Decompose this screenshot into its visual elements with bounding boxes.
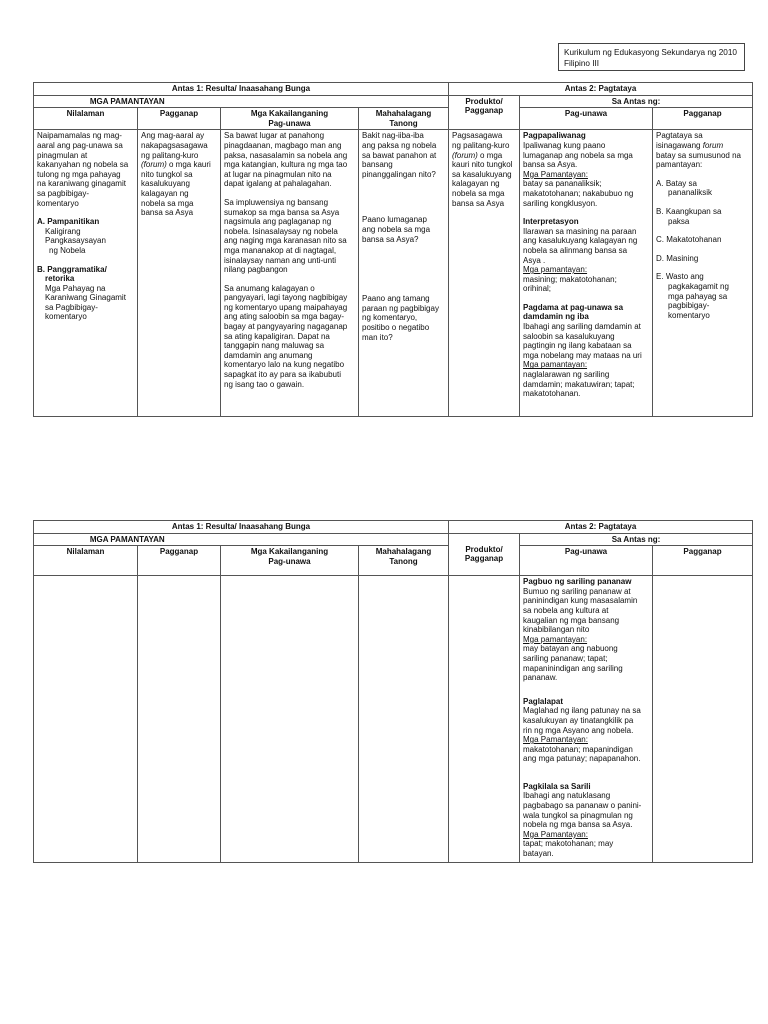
col-pagganap-2a: Pagganap xyxy=(138,546,221,576)
pagganap-cell-2 xyxy=(138,576,221,863)
col-mahahalagang-tanong: Mahahalagang Tanong xyxy=(359,108,449,130)
produkto-cell: Pagsasagawa ng palitang-kuro (forum) o mga kauri nito tungkol sa kasalukuyang kalagayan ng nobela sa mga bansa sa Asya xyxy=(449,130,520,417)
pampanitikan-heading: A. Pampanitikan xyxy=(37,217,100,227)
produkto-header: Produkto/ Pagganap xyxy=(449,95,520,130)
criterion-d: D. Masining xyxy=(656,253,699,263)
tanong-cell-2 xyxy=(359,576,449,863)
curriculum-table-2 xyxy=(33,520,753,863)
col-pag-unawa-2: Pag-unawa xyxy=(520,546,653,576)
pagganap-2-cell: Pagtataya sa isinagawang forum batay sa sumusunod na pamantayan: A. Batay sa pananaliksik B. Kaangkupan sa paksa C. Makatotohanan D. Masining E. Wasto ang pagkakagamit ng mga pahayag sa pagbibigay- komentaryo xyxy=(653,130,753,417)
pagdama-heading: Pagdama at pag-unawa sa xyxy=(523,302,624,312)
pagganap-2-cell-2 xyxy=(653,576,753,863)
col-nilalaman: Nilalaman xyxy=(34,108,138,130)
col-mahahalagang-tanong-2: Mahahalagang Tanong xyxy=(359,546,449,576)
mga-pamantayan-header-2: MGA PAMANTAYAN xyxy=(34,533,221,546)
kakailanganing-cell-2 xyxy=(221,576,359,863)
col-kakailanganing-2: Mga Kakailanganing Pag-unawa xyxy=(221,546,359,576)
kakailanganing-cell: Sa bawat lugar at panahong pinagdaanan, magbago man ang paksa, nasasalamin sa nobela ang mga katangian, kultura ng mga tao at lugar na pinagmulan nito na dapat igalang at pahalagahan. Sa impluwensiya ng bansang sumakop sa mga bansa sa Asya nagsimula ang paglaganap ng nobela. Isinasalaysay ng nobela ang naging mga karanasan nito sa mga mananakop at di nagtagal, isinalaysay naman ang unti-unti nilang pagbangon Sa anumang kalagayan o pangyayari, lagi tayong nagbibigay ng komentaryo upang maipahayag ang ating saloobin sa mga bagay- bagay at pangyayaring nagaganap sa ating kapaligiran. Dapat na tanggapin nang maluwag sa damdamin ang anumang komentaryo lalo na kung negatibo sapagkat ito ay para sa ikabubuti ng isang tao o gawain. xyxy=(221,130,359,417)
col-pagganap: Pagganap xyxy=(138,108,221,130)
col-pagganap-2: Pagganap xyxy=(653,108,753,130)
produkto-header-2: Produkto/ Pagganap xyxy=(449,533,520,576)
pagganap-cell: Ang mag-aaral ay nakapagsasagawa ng palitang-kuro (forum) o mga kauri nito tungkol sa kasalukuyang kalagayan ng nobela sa mga bansa sa Asya xyxy=(138,130,221,417)
tanong-cell: Bakit nag-iiba-iba ang paksa ng nobela sa bawat panahon at bansang pinanggalingan nito? Paano lumaganap ang nobela sa mga bansa sa Asya? Paano ang tamang paraan ng pagbibigay ng komentaryo, positibo o negatibo man ito? xyxy=(359,130,449,417)
interpretasyon-heading: Interpretasyon xyxy=(523,217,579,227)
col-pag-unawa: Pag-unawa xyxy=(520,108,653,130)
pag-unawa-cell: Pagpapaliwanag Ipaliwanag kung paano lumaganap ang nobela sa mga bansa sa Asya. Mga Pamantayan: batay sa pananaliksik; makatotohanan; nakabubuo ng sariling kongklusyon. Interpretasyon Ilarawan sa masining na paraan ang kasalukuyang kalagayan ng nobela sa alinmang bansa sa Asya . Mga pamantayan: masining; makatotohanan; orihinal; Pagdama at pag-unawa sa damdamin ng iba Ibahagi ang sariling damdamin at saloobin sa kasalukuyang pagtingin ng ilang kabataan sa mga nobelang may mataas na uri Mga pamantayan: naglalarawan ng sariling damdamin; makatuwiran; tapat; makatotohanan. xyxy=(520,130,653,417)
nilalaman-cell-2 xyxy=(34,576,138,863)
col-nilalaman-2: Nilalaman xyxy=(34,546,138,576)
criterion-a: A. Batay sa xyxy=(656,178,697,188)
header-title: Kurikulum ng Edukasyong Sekundarya ng 2010 xyxy=(564,48,737,57)
panggramatika-heading: B. Panggramatika/ xyxy=(37,264,107,274)
curriculum-table-1 xyxy=(33,82,753,417)
col-kakailanganing: Mga Kakailanganing Pag-unawa xyxy=(221,108,359,130)
criterion-b: B. Kaangkupan sa xyxy=(656,206,722,216)
produkto-cell-2 xyxy=(449,576,520,863)
criterion-e: E. Wasto ang xyxy=(656,272,704,282)
sa-antas-header: Sa Antas ng: xyxy=(520,95,753,108)
document-header xyxy=(558,43,745,71)
antas2-header: Antas 2: Pagtataya xyxy=(449,83,753,96)
antas2-header-2: Antas 2: Pagtataya xyxy=(449,521,753,534)
antas1-header-2: Antas 1: Resulta/ Inaasahang Bunga xyxy=(34,521,449,534)
pag-unawa-cell-2: Pagbuo ng sariling pananaw Bumuo ng sariling pananaw at paninindigan kung masasalamin sa nobela ang kultura at kaugalian ng mga bansang kinabibilangan nito Mga pamantayan: may batayan ang nabuong sariling pananaw; tapat; mapaninindigan ang sariling pananaw. Paglalapat Maglahad ng ilang patunay na sa kasalukuyan ay tinatangkilik pa rin ng mga Asyano ang nobela. Mga Pamantayan: makatotohanan; mapanindigan ang mga patunay; napapanahon. Pagkilala sa Sarili Ibahagi ang natuklasang pagbabago sa pananaw o panini- wala tungkol sa pinagmulan ng nobela ng mga bansa sa Asya. Mga Pamantayan: tapat; makotohanan; may batayan. xyxy=(520,576,653,863)
pagkilala-heading: Pagkilala sa Sarili xyxy=(523,781,591,791)
paglalapat-heading: Paglalapat xyxy=(523,696,564,706)
header-subject: Filipino III xyxy=(564,59,600,68)
mga-pamantayan-header: MGA PAMANTAYAN xyxy=(34,95,221,108)
criterion-c: C. Makatotohanan xyxy=(656,235,722,245)
pagpapaliwanag-heading: Pagpapaliwanag xyxy=(523,131,586,141)
pagbuo-heading: Pagbuo ng sariling pananaw xyxy=(523,577,632,587)
nilalaman-cell: Naipamamalas ng mag- aaral ang pag-unawa sa pinagmulan at kakanyahan ng nobela sa tulong ng mga pahayag na karaniwang ginagamit sa pagbibigay- komentaryo A. Pampanitikan Kaligirang Pangkasaysayan ng Nobela B. Panggramatika/ retorika Mga Pahayag na Karaniwang Ginagamit sa Pagbibigay- komentaryo xyxy=(34,130,138,417)
antas1-header: Antas 1: Resulta/ Inaasahang Bunga xyxy=(34,83,449,96)
sa-antas-header-2: Sa Antas ng: xyxy=(520,533,753,546)
col-pagganap-2b: Pagganap xyxy=(653,546,753,576)
